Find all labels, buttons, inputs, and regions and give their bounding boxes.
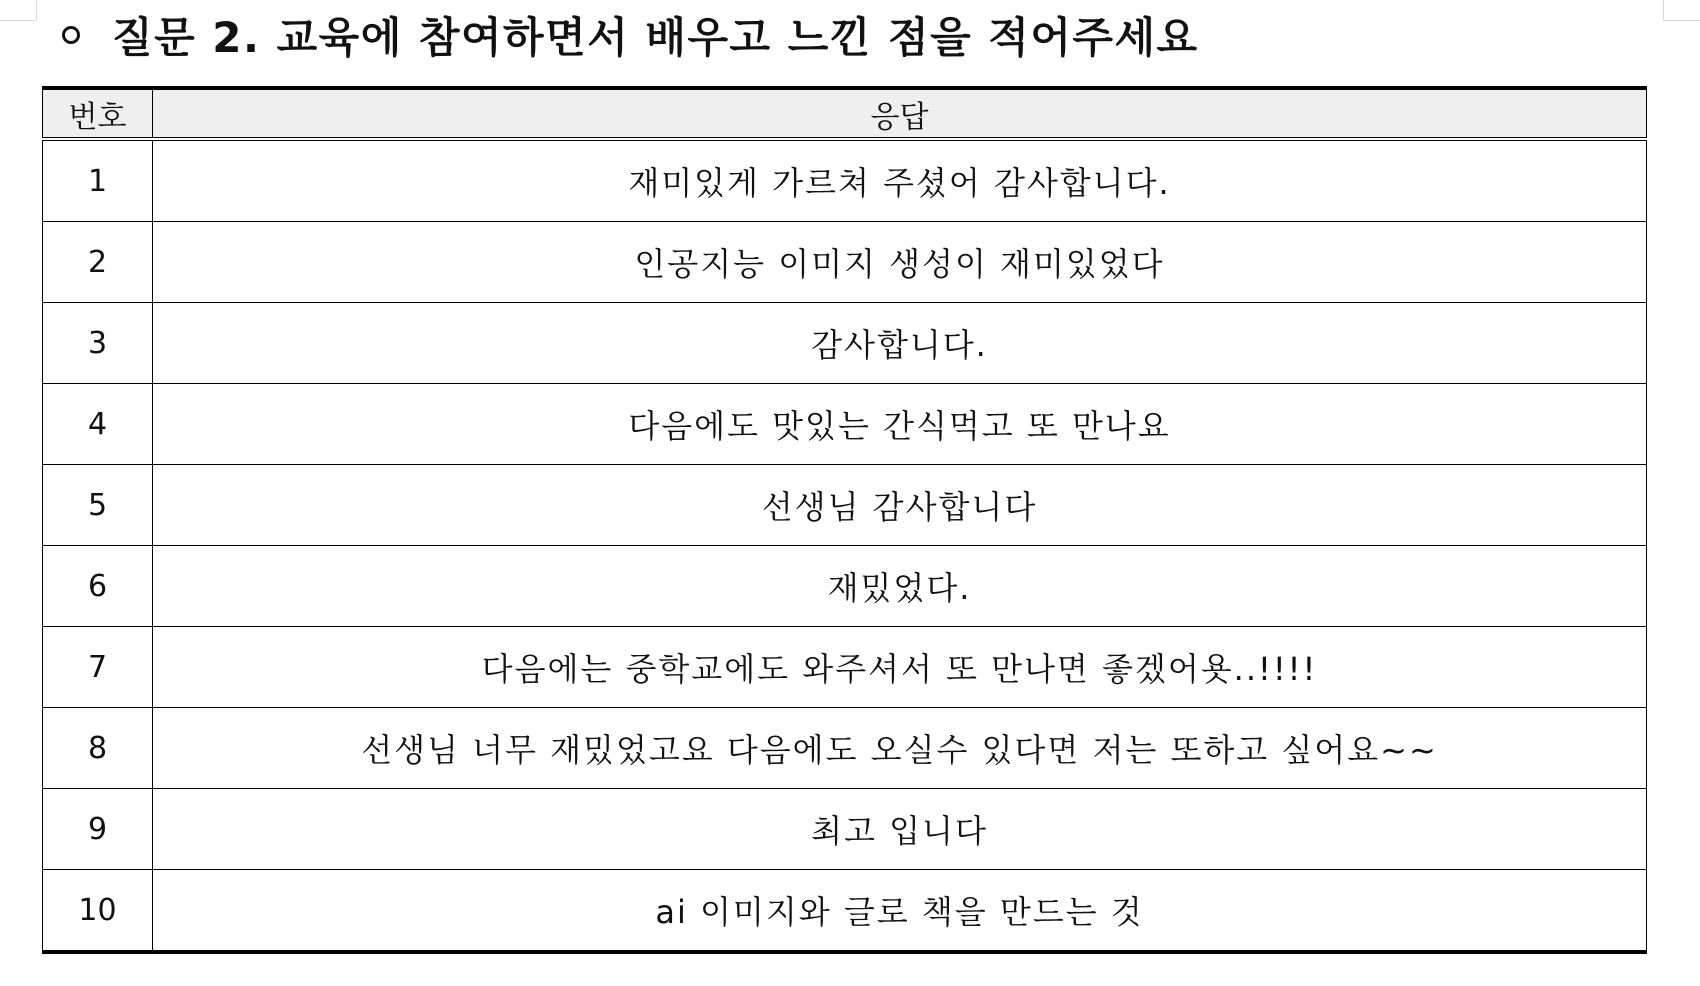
table-row xyxy=(43,384,1647,465)
column-header-number: 번호 xyxy=(43,88,153,139)
table-row xyxy=(43,465,1647,546)
row-response-cell: 재미있게 가르쳐 주셨어 감사합니다. xyxy=(153,139,1647,222)
responses-table xyxy=(42,86,1647,954)
row-response-cell: 다음에는 중학교에도 와주셔서 또 만나면 좋겠어욧..!!!! xyxy=(153,627,1647,708)
table-row xyxy=(43,870,1647,953)
table-row xyxy=(43,546,1647,627)
row-number-cell: 7 xyxy=(43,627,153,708)
row-number-cell: 1 xyxy=(43,139,153,222)
table-row xyxy=(43,627,1647,708)
page-corner-mark-right xyxy=(1663,0,1700,21)
row-response-cell: 선생님 감사합니다 xyxy=(153,465,1647,546)
question-heading xyxy=(58,4,1199,66)
row-response-cell: 인공지능 이미지 생성이 재미있었다 xyxy=(153,222,1647,303)
row-number-cell: 3 xyxy=(43,303,153,384)
table-row xyxy=(43,303,1647,384)
row-number-cell: 2 xyxy=(43,222,153,303)
row-response-cell: 선생님 너무 재밌었고요 다음에도 오실수 있다면 저는 또하고 싶어요~~ xyxy=(153,708,1647,789)
question-heading-text: 질문 2. 교육에 참여하면서 배우고 느낀 점을 적어주세요 xyxy=(112,13,1199,62)
row-number-cell: 10 xyxy=(43,870,153,953)
page-corner-mark-left xyxy=(0,0,37,21)
table-row xyxy=(43,789,1647,870)
circle-bullet-icon xyxy=(62,26,80,44)
table-header-row xyxy=(43,88,1647,139)
row-number-cell: 4 xyxy=(43,384,153,465)
row-number-cell: 9 xyxy=(43,789,153,870)
column-header-response: 응답 xyxy=(153,88,1647,139)
table-row xyxy=(43,222,1647,303)
row-response-cell: 다음에도 맛있는 간식먹고 또 만나요 xyxy=(153,384,1647,465)
row-response-cell: 감사합니다. xyxy=(153,303,1647,384)
row-number-cell: 6 xyxy=(43,546,153,627)
row-number-cell: 5 xyxy=(43,465,153,546)
table-row xyxy=(43,708,1647,789)
row-response-cell: 재밌었다. xyxy=(153,546,1647,627)
table-row xyxy=(43,139,1647,222)
row-response-cell: 최고 입니다 xyxy=(153,789,1647,870)
row-response-cell: ai 이미지와 글로 책을 만드는 것 xyxy=(153,870,1647,953)
row-number-cell: 8 xyxy=(43,708,153,789)
